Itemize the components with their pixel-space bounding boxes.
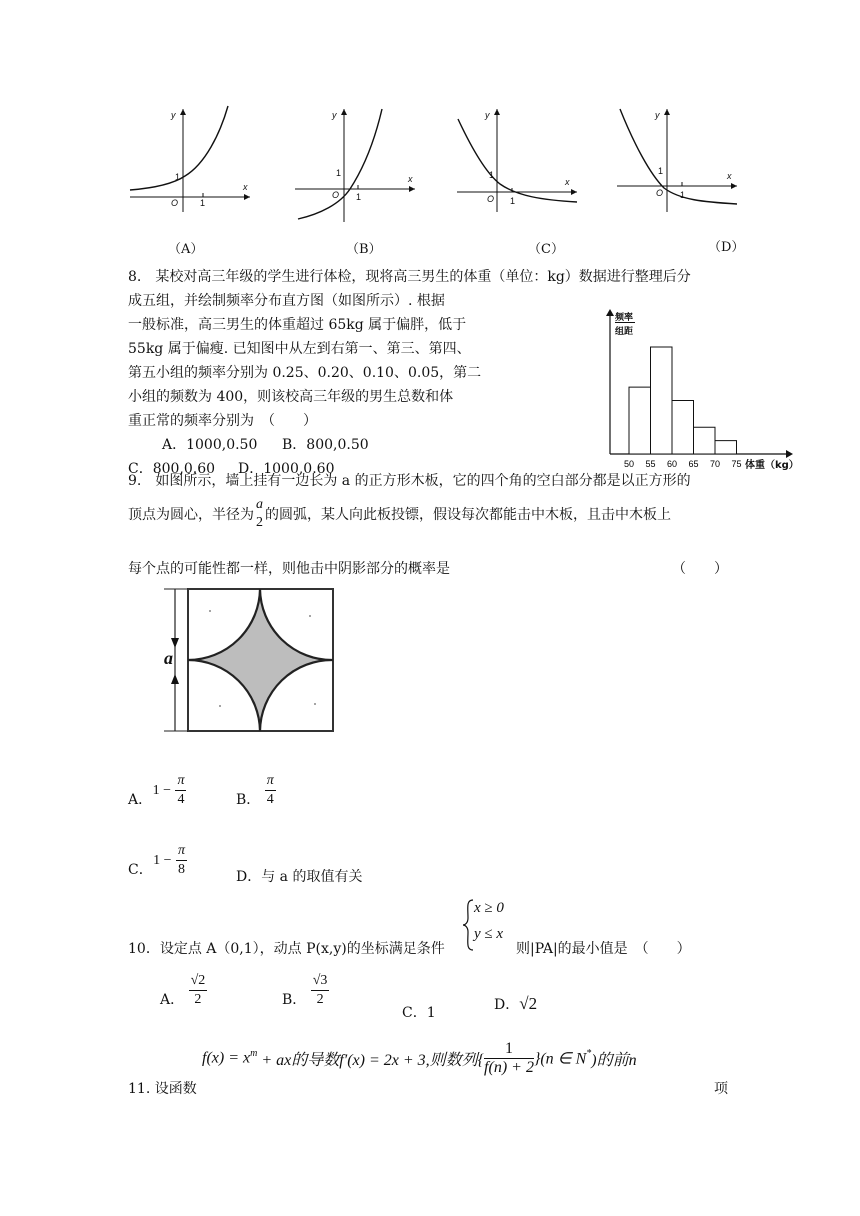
graph-c (452, 104, 582, 214)
histogram-bar-70-75 (715, 441, 737, 454)
q9-paren: （ ） (672, 561, 728, 577)
q9-option-c-den: 8 (178, 862, 186, 877)
q8-line1: 8. 某校对高三年级的学生进行体检，现将高三男生的体重（单位：kg）数据进行整理后分 (128, 269, 691, 285)
dartboard-figure (150, 586, 340, 736)
graph-c-label: （C） (528, 242, 564, 257)
q9-option-b-label: B． (236, 792, 261, 808)
q8-line6: 小组的频数为 400，则该校高三年级的男生总数和体 (128, 389, 454, 405)
graph-c-one-y: 1 (489, 170, 495, 180)
q11-formula-pre: f(x) = x (202, 1049, 251, 1067)
histogram-tick-75: 75 (731, 459, 742, 469)
histogram-tick-65: 65 (688, 459, 699, 469)
q10-option-b-label: B． (282, 992, 307, 1008)
q8-option-c: C．800,0.60 (128, 461, 216, 477)
q9-line2 (128, 496, 671, 532)
graph-b-origin: O (332, 190, 340, 200)
q9-line2-pre: 顶点为圆心，半径为 (128, 507, 254, 523)
q9-option-a-pre: 1 − (152, 782, 171, 798)
graph-a-label: （A） (168, 242, 204, 257)
histogram-ylabel-bottom: 组距 (615, 327, 634, 337)
q9-option-c (128, 842, 187, 879)
q8-line4: 55kg 属于偏瘦. 已知图中从左到右第一、第三、第四、 (128, 341, 471, 357)
q11-tail: 项 (714, 1081, 728, 1097)
q10-option-b-num: √3 (311, 972, 330, 991)
graph-d (612, 104, 742, 214)
q10-option-b-frac (311, 972, 330, 1009)
histogram-xlabel: 体重（kg） (745, 460, 799, 471)
histogram-tick-50: 50 (623, 459, 635, 469)
q9-option-c-label: C． (128, 862, 153, 878)
dartboard-side-label: a (164, 648, 173, 668)
graph-a-one-x: 1 (200, 198, 206, 208)
q10-option-a (160, 972, 207, 1009)
graph-b-one-y: 1 (336, 168, 342, 178)
histogram (595, 308, 805, 478)
graph-d-y-label: y (655, 110, 660, 120)
q10-cond-1: x ≥ 0 (474, 900, 504, 916)
q9-option-d: D．与 a 的取值有关 (236, 869, 363, 885)
q8-option-d: D．1000,0.60 (238, 461, 335, 477)
q10-cond-2: y ≤ x (474, 926, 504, 942)
histogram-tick-60: 60 (666, 459, 678, 469)
q9-radius-num: a (256, 497, 263, 512)
graph-c-origin: O (487, 194, 495, 204)
graph-c-x-label: x (565, 177, 570, 187)
graph-c-y-label: y (485, 110, 490, 120)
q9-line2-post: 的圆弧，某人向此板投镖，假设每次都能击中木板，且击中木板上 (265, 507, 671, 523)
q11-formula-mid: + ax的导数f′(x) = 2x + 3,则数列{ (257, 1052, 485, 1069)
q8-line2: 成五组，并绘制频率分布直方图（如图所示）. 根据 (128, 293, 445, 309)
graph-a-x-label: x (243, 182, 248, 192)
q10-text-post: 则|PA|的最小值是 （ ） (516, 941, 691, 957)
q8-option-b: B．800,0.50 (282, 437, 369, 453)
q10-conditions (462, 898, 522, 952)
q10-option-a-label: A． (160, 992, 185, 1008)
graph-a (125, 104, 255, 214)
q10-option-d-value: √2 (519, 994, 538, 1013)
q10-option-a-num: √2 (189, 972, 208, 991)
q9-radius-den: 2 (256, 515, 263, 530)
q9-option-a-label: A． (128, 792, 153, 808)
q10-option-d (494, 994, 537, 1014)
q8-line5: 第五小组的频率分别为 0.25、0.20、0.10、0.05，第二 (128, 365, 482, 381)
q9-option-b-den: 4 (266, 792, 274, 807)
graph-b-one-x: 1 (356, 192, 362, 202)
q8-line7: 重正常的频率分别为 （ ） (128, 413, 317, 429)
q9-option-b-num: π (265, 772, 276, 791)
q11-sup-star: * (586, 1047, 592, 1059)
histogram-bar-60-65 (672, 401, 694, 455)
q9-line3: 每个点的可能性都一样，则他击中阴影部分的概率是 (128, 561, 450, 577)
histogram-tick-55: 55 (645, 459, 656, 469)
q10-text-pre: 10．设定点 A（0,1），动点 P(x,y)的坐标满足条件 (128, 941, 445, 957)
graph-d-one-x: 1 (680, 190, 686, 200)
graph-a-origin: O (171, 198, 179, 208)
graph-b (290, 104, 420, 224)
q9-option-b-frac (265, 772, 276, 809)
q11-fraction (484, 1040, 534, 1077)
q11-label: 11. 设函数 (128, 1081, 197, 1097)
graph-d-origin: O (656, 188, 664, 198)
q11-frac-num: 1 (484, 1040, 534, 1059)
q11-formula-post: }(n ∈ N (533, 1050, 587, 1068)
q8-option-a: A．1000,0.50 (162, 437, 258, 453)
q9-option-c-frac (176, 842, 187, 879)
q9-option-a-num: π (175, 772, 186, 791)
graph-b-x-label: x (408, 174, 413, 184)
histogram-bar-55-60 (651, 347, 673, 454)
q9-option-c-pre: 1 − (153, 852, 172, 868)
q9-option-a (128, 772, 186, 809)
q10-option-b-den: 2 (316, 992, 324, 1007)
histogram-bar-65-70 (694, 427, 716, 454)
histogram-tick-70: 70 (709, 459, 721, 469)
q11-formula-end: )的前n (591, 1052, 637, 1069)
q11-sup-m: m (250, 1047, 258, 1059)
histogram-ylabel-top: 频率 (615, 313, 634, 323)
q10-option-d-label: D． (494, 997, 520, 1013)
graph-a-one-y: 1 (175, 172, 181, 182)
q9-line1: 9. 如图所示，墙上挂有一边长为 a 的正方形木板，它的四个角的空白部分都是以正方形的 (128, 473, 691, 489)
q10-option-a-den: 2 (194, 992, 202, 1007)
q9-option-c-num: π (176, 842, 187, 861)
graph-a-y-label: y (171, 110, 176, 120)
graph-b-label: （B） (346, 242, 382, 257)
graph-b-y-label: y (332, 110, 337, 120)
q10-option-c: C．1 (402, 1005, 436, 1021)
histogram-bar-50-55 (629, 387, 651, 454)
q10-option-b (282, 972, 329, 1009)
q9-radius-fraction (254, 496, 265, 532)
graph-d-x-label: x (727, 171, 732, 181)
q10-option-a-frac (189, 972, 208, 1009)
q9-option-a-frac (175, 772, 186, 809)
graph-d-label: （D） (708, 240, 745, 255)
graph-d-one-y: 1 (658, 166, 664, 176)
q9-option-b (236, 772, 276, 809)
graph-c-one-x: 1 (510, 196, 516, 206)
q11-formula (202, 1040, 637, 1077)
q11-frac-den: f(n) + 2 (484, 1059, 534, 1076)
q8-line3: 一般标准，高三男生的体重超过 65kg 属于偏胖，低于 (128, 317, 467, 333)
q9-option-a-den: 4 (177, 792, 185, 807)
